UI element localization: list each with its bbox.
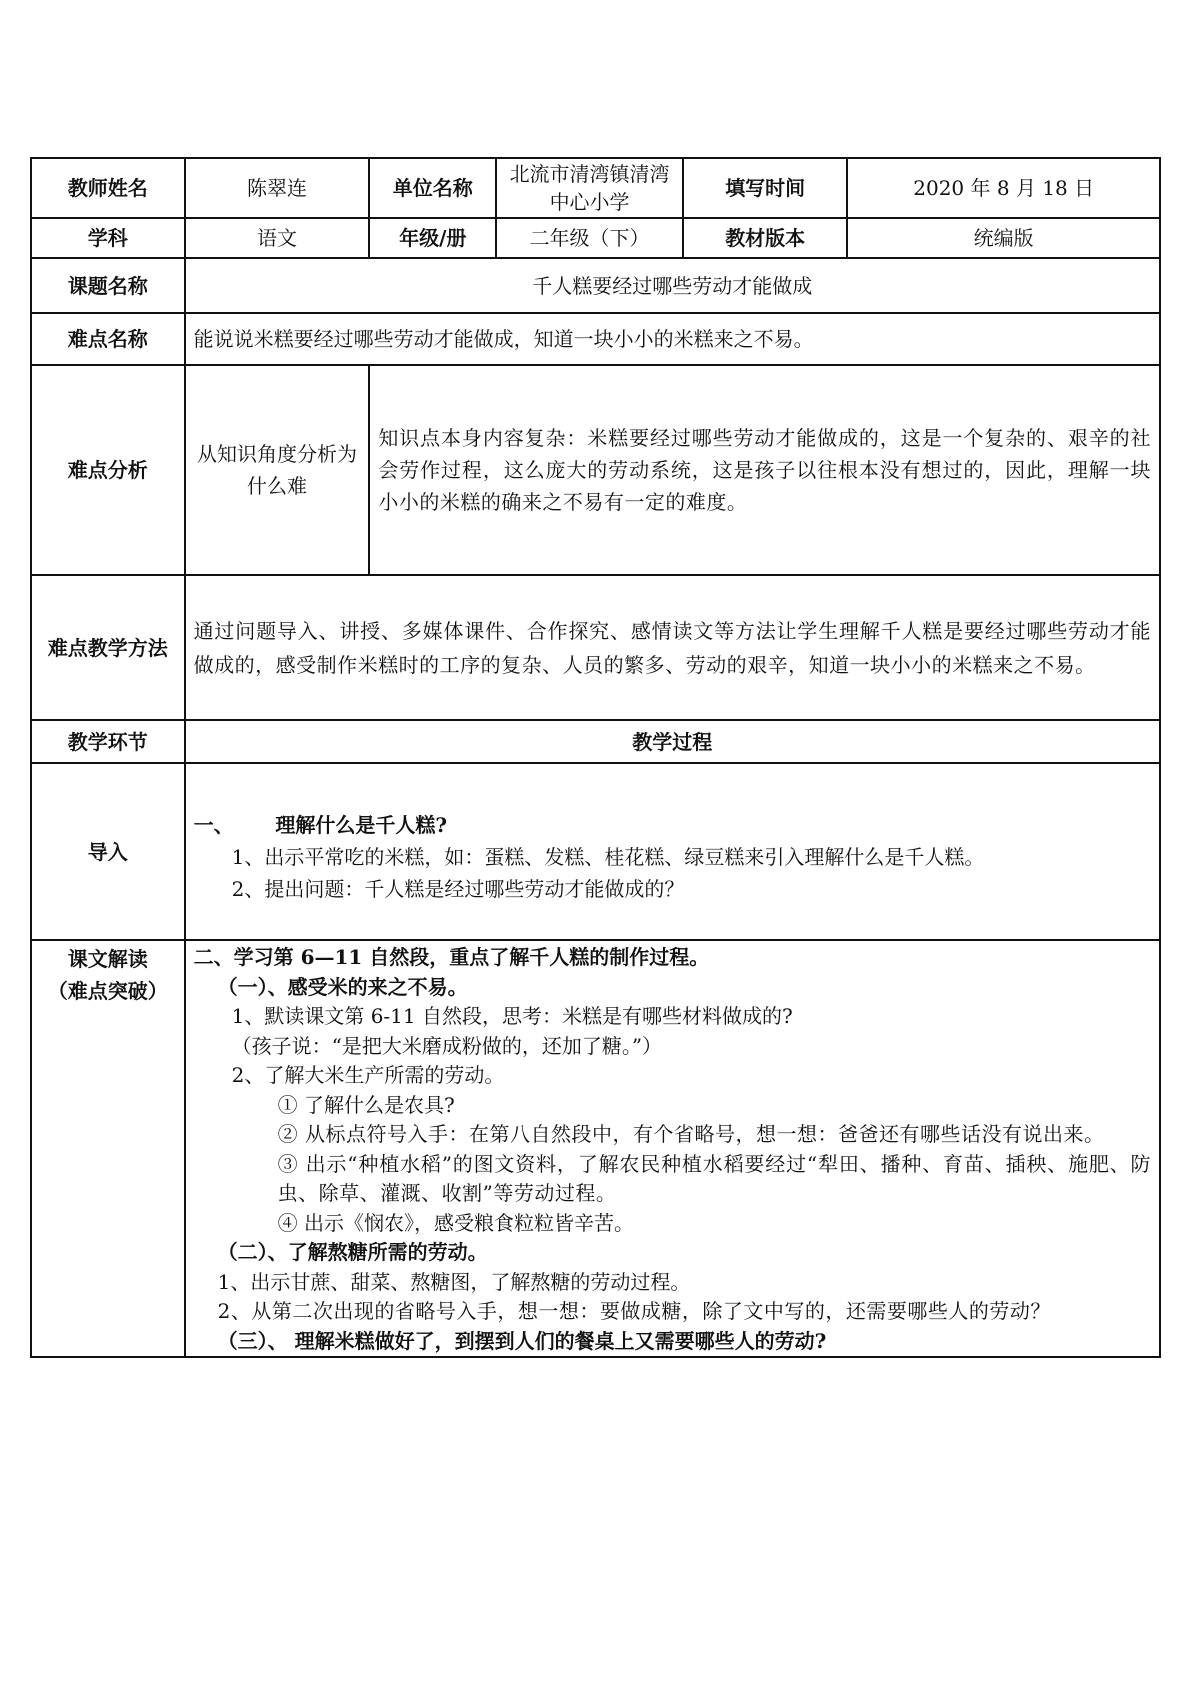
process-stage-label: 教学环节: [31, 720, 185, 763]
unit-value: 北流市清湾镇清湾中心小学: [496, 158, 683, 218]
analysis-label: 难点分析: [31, 365, 185, 575]
intro-title: 一、 理解什么是千人糕?: [193, 812, 448, 837]
teacher-value: 陈翠连: [185, 158, 370, 218]
circled-item-4: ④ 出示《悯农》，感受粮食粒粒皆辛苦。: [277, 1210, 634, 1235]
topic-row: [31, 258, 1160, 313]
unit-label: 单位名称: [369, 158, 496, 218]
subject-row: [31, 218, 1160, 258]
difficulty-value: 能说说米糕要经过哪些劳动才能做成，知道一块小小的米糕来之不易。: [185, 313, 1160, 365]
reading-title: 二、学习第 6—11 自然段，重点了解千人糕的制作过程。: [193, 945, 710, 969]
method-label: 难点教学方法: [31, 575, 185, 720]
difficulty-label: 难点名称: [31, 313, 185, 365]
reading-label-cell: [31, 940, 185, 1357]
header-row: [31, 158, 1160, 218]
reading-content: [185, 940, 1160, 1357]
edition-label: 教材版本: [683, 218, 847, 258]
reading-label-sub: （难点突破）: [47, 979, 168, 1003]
sec3-title: （三）、 理解米糕做好了，到摆到人们的餐桌上又需要哪些人的劳动?: [217, 1328, 827, 1353]
subject-label: 学科: [31, 218, 185, 258]
method-row: [31, 575, 1160, 720]
intro-row: [31, 763, 1160, 940]
grade-label: 年级/册: [369, 218, 496, 258]
circled-item-1: ① 了解什么是农具?: [277, 1092, 455, 1117]
sec1-item-1-answer: （孩子说：“是把大米磨成粉做的，还加了糖。”）: [231, 1033, 663, 1058]
difficulty-row: [31, 313, 1160, 365]
process-header-row: [31, 720, 1160, 763]
analysis-value: 知识点本身内容复杂：米糕要经过哪些劳动才能做成的，这是一个复杂的、艰辛的社会劳作过程，这么庞大的劳动系统，这是孩子以往根本没有想过的，因此，理解一块小小的米糕的确来之不易有一定的难度。: [369, 365, 1160, 575]
circled-item-3: ③ 出示“种植水稻”的图文资料，了解农民种植水稻要经过“犁田、播种、育苗、插秧、施肥、防虫、除草、灌溉、收割”等劳动过程。: [277, 1151, 1151, 1205]
method-value: 通过问题导入、讲授、多媒体课件、合作探究、感情读文等方法让学生理解千人糕是要经过哪些劳动才能做成的，感受制作米糕时的工序的复杂、人员的繁多、劳动的艰辛，知道一块小小的米糕来之不易。: [185, 575, 1160, 720]
reading-label: 课文解读: [67, 947, 148, 971]
date-label: 填写时间: [683, 158, 847, 218]
sec2-item-1: 1、出示甘蔗、甜菜、熬糖图，了解熬糖的劳动过程。: [217, 1269, 691, 1294]
sec1-item-2: 2、了解大米生产所需的劳动。: [231, 1063, 505, 1087]
sec1-item-1: 1、默读课文第 6-11 自然段，思考：米糕是有哪些材料做成的?: [231, 1004, 793, 1028]
intro-item-2: 2、提出问题：千人糕是经过哪些劳动才能做成的？: [231, 876, 685, 901]
sec1-title: （一）、感受米的来之不易。: [217, 974, 468, 999]
topic-label: 课题名称: [31, 258, 185, 313]
edition-value: 统编版: [847, 218, 1160, 258]
intro-label: 导入: [31, 763, 185, 940]
reading-row: [31, 940, 1160, 1357]
grade-value: 二年级（下）: [496, 218, 683, 258]
teacher-label: 教师姓名: [31, 158, 185, 218]
circled-item-2: ② 从标点符号入手：在第八自然段中，有个省略号，想一想：爸爸还有哪些话没有说出来。: [277, 1122, 1105, 1146]
analysis-sub-label: 从知识角度分析为什么难: [185, 365, 370, 575]
intro-item-1: 1、出示平常吃的米糕，如：蛋糕、发糕、桂花糕、绿豆糕来引入理解什么是千人糕。: [231, 844, 985, 869]
subject-value: 语文: [185, 218, 370, 258]
date-value: 2020 年 8 月 18 日: [847, 158, 1160, 218]
intro-content: [185, 763, 1160, 940]
sec2-title: （二）、了解熬糖所需的劳动。: [217, 1240, 488, 1264]
sec2-item-2: 2、从第二次出现的省略号入手，想一想：要做成糖，除了文中写的，还需要哪些人的劳动？: [217, 1299, 1051, 1323]
topic-value: 千人糕要经过哪些劳动才能做成: [185, 258, 1160, 313]
lesson-plan-table: [30, 157, 1161, 1358]
analysis-row: [31, 365, 1160, 575]
process-title: 教学过程: [185, 720, 1160, 763]
